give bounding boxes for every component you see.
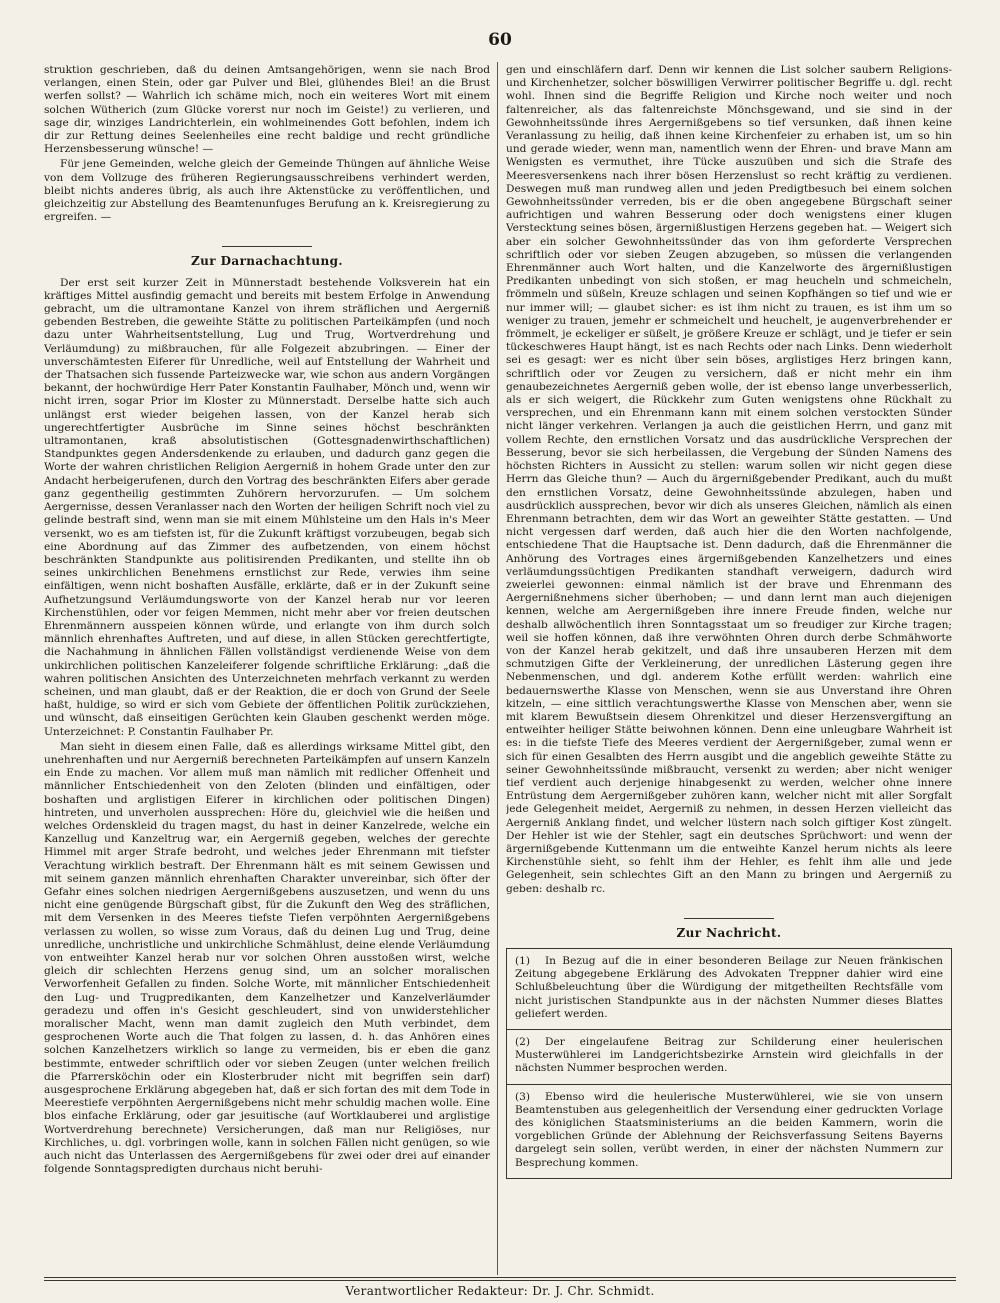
notice-item <box>506 1030 952 1085</box>
article-paragraph: Für jene Gemeinden, welche gleich der Gemeinde Thüngen auf ähnliche Weise von dem Vollzuge des früheren Regierungsausschreibens verhindert werden, bleibt nichts anderes übrig, als auch ihre Aktenstücke zu veröffentlichen, und gleichzeitig zur Abstellung des Beamtenunfuges Berufung an k. Kreisregierung zu ergreifen. — <box>44 158 490 224</box>
article-continuation: struktion geschrieben, daß du deinen Amtsangehörigen, wenn sie nach Brod verlangen, einen Stein, oder gar Pulver und Blei, glühendes Blei! an die Brust werfen sollst? — Wahrlich ich schäme mich, noch ein weiteres Wort mit einem solchen Wütherich (zum Glücke vorerst nur noch im Geiste!) zu verlieren, und sage dir, winziges Landrichterlein, ein wohlmeinendes Gott befohlen, indem ich dir zur Rettung deines Seelenheiles eine recht baldige und recht gründliche Herzensbesserung wünsche! — <box>44 64 490 156</box>
notice-item <box>506 948 952 1030</box>
notice-text: In Bezug auf die in einer besonderen Beilage zur Neuen fränkischen Zeitung abgegebene Erklärung des Advokaten Treppner dahier wird eine Schlußbeleuchtung über die Würdigung der mitgetheilten Rechtsfälle vom nicht juristischen Standpunkte aus in der nächsten Nummer dieses Blattes geliefert werden. <box>515 955 943 1020</box>
imprint: Verantwortlicher Redakteur: Dr. J. Chr. Schmidt. <box>345 1284 655 1298</box>
section-divider <box>684 918 774 919</box>
section-divider <box>222 246 312 247</box>
notice-text: Ebenso wird die heulerische Musterwühlerei, wie sie von unsern Beamtenstuben aus gelegenheitlich der Versendung einer gedruckten Vorlage des königlichen Staatsministeriums an die beiden Kammern, worin die vorgeblichen Gründe der Ablehnung der Reichsverfassung Seitens Bayerns dargelegt sein sollen, verübt werden, in einer der nächsten Nummern zur Besprechung kommen. <box>515 1090 943 1169</box>
notice-number: (2) <box>515 1036 531 1049</box>
left-column <box>44 64 490 1276</box>
notice-number: (3) <box>515 1090 531 1103</box>
footer-rule <box>44 1280 956 1281</box>
notice-heading: Zur Nachricht. <box>676 925 782 940</box>
notice-number: (1) <box>515 955 531 967</box>
notice-item <box>506 1085 952 1179</box>
right-column <box>506 64 952 1276</box>
footer-rule <box>44 1277 956 1278</box>
page-number: 60 <box>488 30 512 50</box>
article-continuation: gen und einschläfern darf. Denn wir kennen die List solcher saubern Religions- und Kirchenhetzer, solcher böswilligen Verwirrer politischer Begriffe u. dgl. recht wohl. Ihnen sind die Begriffe Religion und Kirche noch weiter und noch faltenreicher, als das faltenreichste Mönchsgewand, und sie sind in der Gewohnheitssünde ihres Aergernißgebens so tief versunken, daß ihnen keine Veranlassung zu heilig, daß ihnen keine Kirchenfeier zu erhaben ist, um so hin und gerade wieder, wenn man, namentlich wenn der Ehren- und brave Mann am Wenigsten es vermuthet, ihre Tücke auszuüben und sich die Strafe des Meeresversenkens nach ihrer bösen Herzenslust so recht kräftig zu verdienen. Deswegen muß man rundweg allen und jeden Predigtbesuch bei einem solchen Gewohnheitssünder verrеden, bis er die oben angegebene Bürgschaft seiner aufrichtigen und wahren Besserung oder doch wenigstens einer klugen Verstecktung seines bösen, ärgernißlustigen Herzens gegeben hat. — Weigert sich aber ein solcher Gewohnheitssünder das von ihm geforderte Versprechen schriftlich oder vor sieben Zeugen abzugeben, so müssen die verlangenden Ehrenmänner auch Wort halten, und die Kanzelworte des ärgernißlustigen Predikanten unbedingt von sich stoßen, er mag heucheln und schmeicheln, frömmeln und süßeln, Kreuze schlagen und seinen Kopfhängen so tief und wie er nur immer will; — glaubet sicher: es ist ihm nicht zu trauen, es ist ihm um so weniger zu trauen, jemehr er schmeichelt und heuchelt, je augenverbrehender er frömmelt, je eckeliger er süßelt, je größere Kreuze er schlägt, und je tiefer er sein tückeschweres Haupt hängt, ist es nach Rechts oder nach Links. Denn wiederholt sei es gesagt: wer es nicht über sein böses, arglistiges Herz bringen kann, schriftlich oder vor Zeugen zu versichern, daß er nicht mehr ein ihm genaubezeichnetes Aergerniß geben wolle, der ist ebenso lange unverbesserlich, als er sich weigert, die Rückkehr zum Guten wenigstens ohne Rückhalt zu versprechen, und ein Ehrenmann kann mit einem solchen verstockten Sünder nicht länger verkehren. Verlangen ja auch die geistlichen Herrn, und ganz mit vollem Rechte, den ernstlichen Vorsatz und das ausdrückliche Versprechen der Besserung, bevor sie sich herbeilassen, die Vergebung der Sünden Namens des höchsten Richters in Aussicht zu stellen: warum sollen wir nicht gegen diese Herrn das Gleiche thun? — Auch du ärgernißgebender Predikant, auch du mußt den ernstlichen Vorsatz, deine Gewohnheitssünde abzulegen, haben und ausdrücklich aussprechen, bevor wir dich als unseres Gleichen, nämlich als einen Ehrenmann betrachten, dem wir das Wort an geweihter Stätte gestatten. — Und nicht vergessen darf werden, daß auch hier die den Worten nachfolgende, entschiedene That die Hauptsache ist. Denn dadurch, daß die Ehrenmänner die Anhörung des Vortrages eines ärgernißgebenden Kanzelhetzers und eines verläumdungssüchtigen Predikanten standhaft verweigern, dadurch wird zweierlei gewonnen: einmal nämlich ist der brave und Ehrenmann des Aergernißnehmens sicher überhoben; — und dann lernt man auch diejenigen kennen, welche am Aergernißgeben ihre innere Freude finden, welche nur deshalb allwöchentlich ihren Sonntagsstaat um so freudiger zur Kirche tragen; weil sie hoffen können, daß ihre verwöhnten Ohren durch derbe Schmähworte von der Kanzel herab gekitzelt, und daß ihre unsauberen Herzen mit dem schmutzigen Gifte der Verkleinerung, der unredlichen Lästerung gegen ihre Nebenmenschen, und dgl. anderem Kothe erfüllt werden: wahrlich eine bedauernswerthe Klasse von Menschen, wenn sie aus Unverstand ihre Ohren kitzeln, — eine sittlich verachtungswerthe Klasse von Menschen aber, wenn sie mit klarem Bewußtsein diesem Ohrenkitzel und dieser Herzensvergiftung an entweihter heiliger Stätte beiwohnen können. Denn eine unleugbare Wahrheit ist es: in die tiefste Tiefe des Meeres verdient der Aergernißgeber, zumal wenn er sich für einen Gesalbten des Herrn ausgibt und die angeblich geweihte Stätte zu seiner Gewohnheitssünde mißbraucht, versenkt zu werden; aber nicht weniger tief verdient auch derjenige hinabgesenkt zu werden, welcher ohne innere Entrüstung dem Aergernißgeber zuhören kann, welcher nicht mit aller Sorgfalt jede Gelegenheit meidet, Aergerniß zu nehmen, in dessen Herzen vielleicht das Aergerniß Anklang findet, und welcher lüstern nach solch giftiger Kost züngelt. Der Hehler ist wie der Stehler, sagt ein deutsches Sprüchwort: und wenn der ärgernißgebende Kuttenmann um die entweihte Kanzel herum nichts als leere Kirchenstühle sieht, so fehlt ihm der Hehler, es fehlt ihm alle und jede Gelegenheit, sein schlechtes Gift an den Mann zu bringen und Aergerniß zu geben: deshalb rc. <box>506 64 952 895</box>
section-heading: Zur Darnachachtung. <box>191 254 343 269</box>
article-paragraph: Der erst seit kurzer Zeit in Münnerstadt bestehende Volksverein hat ein kräftiges Mittel ausfindig gemacht und bereits mit bestem Erfolge in Anwendung gebracht, um die ultramontane Kanzel von ihrem sträflichen und Aergerniß gebenden Bestreben, die geweihte Stätte zu politischen Parteikämpfen (und noch dazu unter Wahrheitsentstellung, Lug und Trug, Wortverdrehung und Verläumdung) zu mißbrauchen, für alle Folgezeit abzubringen. — Einer der unverschämtesten Eiferer für Unredliche, weil auf Entstellung der Wahrheit und der Thatsachen sich fussende Parteizwecke war, wie schon aus andern Vorgängen bekannt, der hochwürdige Herr Pater Konstantin Faulhaber, Mönch und, wenn wir nicht irren, sogar Prior im Kloster zu Münnerstadt. Derselbe hatte sich auch unlängst erst wieder beigehen lassen, von der Kanzel herab sich ungerechtfertigter Ausbrüche im Sinne seines höchst beschränkten ultramontanen, kraß absolutistischen (Gottesgnadenwirthschaftlichen) Standpunktes gegen Andersdenkende zu erlauben, und dadurch ganz gegen die Worte der wahren christlichen Religion Aergerniß in hohem Grade unter den zur Andacht herbeigerufenen, durch den Vortrag des beschränkten Eifers aber gerade ganz gegentheilig gestimmten Zuhörern hervorzurufen. — Um solchem Aergernisse, dessen Veranlasser nach den Worten der heiligen Schrift noch viel zu gelinde bestraft sind, wenn man sie mit einem Mühlsteine um den Hals in's Meer versenkt, wo es am tiefsten ist, für die Zukunft kräftigst vorzubeugen, begab sich eine Abordnung auf das Zimmer des aufbetzenden, von einem höchst beschränkten Standpunkte aus politisirenden Predikanten, und stellte ihn ob seines unkirchlichen Benehmens ernstlichst zur Rede, verwies ihm seine einfältigen, wenn nicht boshaften Ausfälle, erklärte, daß er in der Zukunft seine Aufhetzungsund Verläumdungsworte von der Kanzel herab nur vor leeren Kirchenstühlen, oder vor feigen Memmen, nicht mehr aber vor freien deutschen Ehrenmännern ausspeien können würde, und erlangte von ihm durch solch männlich ehrenhaftes Auftreten, und auf diese, in allen Stücken gerechtfertigte, die Nachahmung in ähnlichen Fällen vollständigst verdienende Weise von dem unkirchlichen politischen Kanzeleiferer folgende schriftliche Erklärung: „daß die wahren politischen Ansichten des Unterzeichneten mehrfach verkannt zu werden scheinen, und man glaubt, daß er der Reaktion, die er doch von Grund der Seele haßt, huldige, so wird er sich vom Gebiete der öffentlichen Politik zurückziehen, und wünscht, daß einseitigen Gerüchten kein Glauben geschenkt werden möge. Unterzeichnet: P. Constantin Faulhaber Pr. <box>44 276 490 738</box>
article-paragraph: Man sieht in diesem einen Falle, daß es allerdings wirksame Mittel gibt, den unehrenhaften und nur Aergerniß berechneten Parteikämpfen auf unsern Kanzeln ein Ende zu machen. Vor allem muß man nämlich mit redlicher Offenheit und männlicher Entschiedenheit von den Zeloten (blinden und einfältigen, oder boshaften und arglistigen Eiferer in kirchlichen oder politischen Dingen) hintreten, und unverholen aussprechen: Höre du, gleichviel wie die heißen und welches Ordenskleid du tragen magst, du hast in deiner Kanzelrede, welche ein Kanzellug und Kanzeltrug war, ein Aergerniß gegeben, welches der gerechte Himmel mit arger Strafe bedroht, und welches jeder Ehrenmann mit tiefster Verachtung wirklich bestraft. Der Ehrenmann hält es mit seinem Gewissen und mit seinem ganzen männlich ehrenhaften Charakter unvereinbar, sich öfter der Gefahr eines solchen niedrigen Aergernißgebens auszusetzen, und wenn du uns nicht eine genügende Bürgschaft gibst, für die Zukunft den Weg des sträflichen, mit dem Versenken in des Meeres tiefste Tiefen verpöhnten Aergernißgebens verlassen zu wollen, so wisse zum Voraus, daß du deinen Lug und Trug, deine unredliche, unchristliche und unkirchliche Schmählust, deine elende Verläumdung von entweihter Kanzel herab nur vor solchen Ohren ausstoßen wirst, welche gleich dir schlechten Herzens genug sind, um an solcher moralischen Verworfenheit Gefallen zu finden. Solche Worte, mit männlicher Entschiedenheit den Lug- und Trugpredikanten, dem Kanzelhetzer und Kanzelverläumder geradezu und offen in's Gesicht geschleudert, sind von unwiderstehlicher moralischer Macht, wenn man damit zugleich den Muth verbindet, dem gesprochenen Worte auch die That folgen zu lassen, d. h. das Anhören eines solchen Kanzelhetzers wirklich so lange zu vermeiden, bis er eben die ganz bestimmte, entweder schriftlich oder vor sieben Zeugen (unter welchen freilich die Pfarrersköchin oder ein Klosterbruder nicht mit begriffen sein darf) ausgesprochene Erklärung abgegeben hat, daß er sich fortan des mit dem Tode in Meerestiefe verpöhnten Aergernißgebens nicht mehr schuldig machen wolle. Eine blos einfache Erklärung, oder gar jesuitische (auf Wortklauberei und arglistige Wortverdrehung berechnete) Versicherungen, daß man nur Religiöses, nur Kirchliches, u. dgl. vorbringen wolle, kann in solchen Fällen nicht genügen, so wie auch nicht das Unterlassen des Aergernißgebens für zwei oder drei auf einander folgende Sonntagspredigten durchaus nicht beruhi- <box>44 740 490 1176</box>
column-divider <box>497 62 498 1275</box>
notice-text: Der eingelaufene Beitrag zur Schilderung einer heulerischen Musterwühlerei im Landgerichtsbezirke Arnstein wird gleichfalls in der nächsten Nummer besprochen werden. <box>515 1036 943 1075</box>
